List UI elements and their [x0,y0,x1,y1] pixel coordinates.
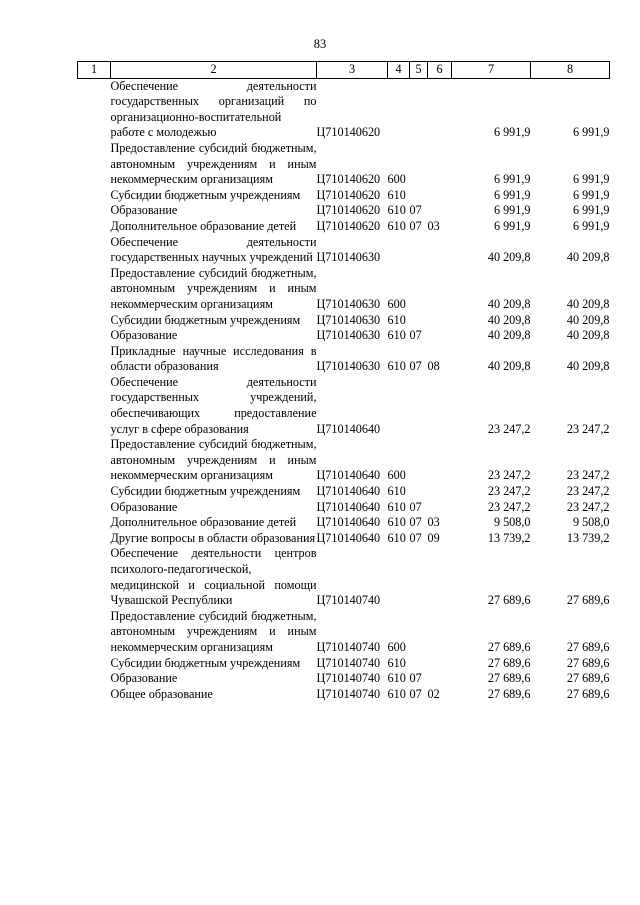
table-body [78,78,610,702]
row-code: Ц710140620 [316,218,381,233]
row-name: Обеспечение деятельности центров психолого-педагогической, медицинской и социальной помощи Чувашской Республики [110,546,317,608]
row-pr [428,656,452,672]
row-rz: 07 [409,499,422,514]
row-sum-2: 27 689,6 [566,639,610,654]
row-vr: 610 [387,499,406,514]
row-vr: 610 [387,203,406,218]
empty-cell [78,188,111,204]
row-code: Ц710140640 [316,484,381,499]
row-name: Предоставление субсидий бюджетным, автономным учреждениям и иным некоммерческим организациям [110,265,317,311]
row-code: Ц710140620 [316,187,381,202]
row-pr: 02 [427,686,440,701]
row-vr: 610 [387,484,406,499]
row-pr [428,484,452,500]
row-sum-2: 40 209,8 [566,250,610,265]
row-sum-1: 23 247,2 [487,499,531,514]
row-sum-2: 23 247,2 [566,421,610,436]
row-pr [428,375,452,437]
row-sum-2: 6 991,9 [572,172,610,187]
column-header: 3 [317,62,388,79]
row-name: Субсидии бюджетным учреждениям [110,655,301,670]
row-sum-2: 40 209,8 [566,328,610,343]
row-rz [410,609,428,656]
column-header: 1 [78,62,111,79]
table-row [78,437,610,484]
table-row [78,266,610,313]
row-name: Другие вопросы в области образования [110,530,316,545]
table-row [78,656,610,672]
column-header: 7 [452,62,531,79]
row-rz [410,188,428,204]
row-vr: 610 [387,515,406,530]
row-code: Ц710140630 [316,296,381,311]
page-number: 83 [313,37,327,51]
row-code: Ц710140620 [316,125,381,140]
row-vr: 610 [387,328,406,343]
budget-table [77,61,610,702]
row-pr: 08 [427,359,440,374]
table-row [78,546,610,608]
row-pr: 03 [427,218,440,233]
empty-cell [78,500,111,516]
empty-cell [78,515,111,531]
row-code: Ц710140640 [316,468,381,483]
row-rz [410,437,428,484]
row-sum-1: 27 689,6 [487,593,531,608]
row-pr [428,671,452,687]
row-rz [410,546,428,608]
empty-cell [78,235,111,266]
row-vr: 610 [387,359,406,374]
row-sum-2: 6 991,9 [572,125,610,140]
row-pr [428,266,452,313]
row-code: Ц710140740 [316,655,381,670]
row-name: Субсидии бюджетным учреждениям [110,187,301,202]
row-vr [388,375,410,437]
row-sum-1: 6 991,9 [493,172,531,187]
row-sum-2: 9 508,0 [572,515,610,530]
row-sum-1: 6 991,9 [493,125,531,140]
row-sum-2: 6 991,9 [572,187,610,202]
row-rz [410,141,428,188]
row-sum-2: 40 209,8 [566,296,610,311]
row-name: Обеспечение деятельности государственных научных учреждений [110,234,317,265]
row-code: Ц710140620 [316,203,381,218]
row-sum-2: 40 209,8 [566,312,610,327]
row-rz [410,656,428,672]
row-code: Ц710140630 [316,328,381,343]
row-name: Образование [110,671,178,686]
table-row [78,203,610,219]
table-row [78,531,610,547]
row-rz: 07 [409,359,422,374]
table-row [78,375,610,437]
row-code: Ц710140640 [316,499,381,514]
row-pr [428,500,452,516]
row-rz [410,266,428,313]
row-rz: 07 [409,530,422,545]
table-row [78,687,610,703]
row-sum-2: 6 991,9 [572,203,610,218]
row-code: Ц710140640 [316,421,381,436]
empty-cell [78,375,111,437]
empty-cell [78,671,111,687]
row-name: Обеспечение деятельности государственных учреждений, обеспечивающих предоставление услуг в сфере образования [110,374,317,436]
row-vr: 600 [387,172,406,187]
row-vr [388,78,410,141]
row-sum-2: 27 689,6 [566,593,610,608]
row-code: Ц710140640 [316,515,381,530]
row-vr: 610 [387,187,406,202]
row-name: Образование [110,328,178,343]
row-rz: 07 [409,671,422,686]
row-pr [428,313,452,329]
row-sum-2: 40 209,8 [566,359,610,374]
row-name: Образование [110,499,178,514]
column-header: 8 [531,62,610,79]
table-row [78,671,610,687]
row-vr [388,235,410,266]
table-header-row [78,62,610,79]
row-sum-1: 27 689,6 [487,671,531,686]
row-sum-1: 23 247,2 [487,484,531,499]
row-name: Прикладные научные исследования в области образования [110,343,317,374]
empty-cell [78,484,111,500]
row-pr: 03 [427,515,440,530]
row-name: Дополнительное образование детей [110,218,297,233]
row-rz: 07 [409,328,422,343]
empty-cell [78,313,111,329]
table-row [78,344,610,375]
table-row [78,313,610,329]
row-sum-1: 27 689,6 [487,655,531,670]
row-pr [428,141,452,188]
row-pr [428,78,452,141]
row-sum-1: 23 247,2 [487,421,531,436]
row-sum-1: 27 689,6 [487,686,531,701]
table-row [78,219,610,235]
empty-cell [78,546,111,608]
table-row [78,328,610,344]
row-name: Предоставление субсидий бюджетным, автономным учреждениям и иным некоммерческим организациям [110,437,317,483]
row-sum-1: 23 247,2 [487,468,531,483]
table-row [78,78,610,141]
row-code: Ц710140620 [316,172,381,187]
row-name: Дополнительное образование детей [110,515,297,530]
row-vr: 600 [387,296,406,311]
row-vr: 610 [387,312,406,327]
row-pr [428,328,452,344]
row-rz [410,313,428,329]
column-header: 2 [111,62,317,79]
row-name: Образование [110,203,178,218]
row-code: Ц710140630 [316,250,381,265]
row-pr [428,203,452,219]
empty-cell [78,219,111,235]
table-row [78,188,610,204]
row-rz [410,375,428,437]
row-vr: 610 [387,671,406,686]
row-name: Субсидии бюджетным учреждениям [110,312,301,327]
row-name: Обеспечение деятельности государственных организаций по организационно-воспитательной работе с молодежью [110,78,317,140]
row-sum-1: 40 209,8 [487,359,531,374]
row-sum-1: 6 991,9 [493,203,531,218]
row-code: Ц710140740 [316,639,381,654]
row-sum-2: 27 689,6 [566,655,610,670]
empty-cell [78,141,111,188]
empty-cell [78,78,111,141]
table-row [78,609,610,656]
row-sum-2: 13 739,2 [566,530,610,545]
row-sum-1: 40 209,8 [487,250,531,265]
row-rz [410,78,428,141]
empty-cell [78,203,111,219]
column-header: 4 [388,62,410,79]
row-code: Ц710140740 [316,671,381,686]
row-code: Ц710140630 [316,312,381,327]
row-sum-2: 27 689,6 [566,671,610,686]
row-code: Ц710140740 [316,686,381,701]
row-pr [428,188,452,204]
row-pr: 09 [427,530,440,545]
row-sum-1: 9 508,0 [493,515,531,530]
row-vr: 610 [387,530,406,545]
empty-cell [78,687,111,703]
row-name: Предоставление субсидий бюджетным, автономным учреждениям и иным некоммерческим организациям [110,140,317,187]
row-sum-1: 6 991,9 [493,187,531,202]
row-sum-2: 23 247,2 [566,468,610,483]
row-sum-2: 27 689,6 [566,686,610,701]
row-sum-1: 27 689,6 [487,639,531,654]
row-vr: 610 [387,655,406,670]
row-vr: 610 [387,686,406,701]
row-sum-1: 40 209,8 [487,328,531,343]
row-sum-2: 6 991,9 [572,218,610,233]
row-rz: 07 [409,203,422,218]
table-row [78,141,610,188]
row-name: Субсидии бюджетным учреждениям [110,484,301,499]
row-sum-1: 13 739,2 [487,530,531,545]
empty-cell [78,656,111,672]
row-rz [410,484,428,500]
row-rz: 07 [409,686,422,701]
row-rz [410,235,428,266]
empty-cell [78,609,111,656]
row-rz: 07 [409,218,422,233]
table-row [78,484,610,500]
row-code: Ц710140640 [316,530,381,545]
row-name: Общее образование [110,686,213,701]
row-sum-1: 6 991,9 [493,218,531,233]
table-row [78,235,610,266]
row-pr [428,546,452,608]
column-header: 6 [428,62,452,79]
row-pr [428,609,452,656]
empty-cell [78,328,111,344]
table-row [78,500,610,516]
row-vr: 600 [387,639,406,654]
empty-cell [78,266,111,313]
row-pr [428,235,452,266]
row-sum-2: 23 247,2 [566,499,610,514]
empty-cell [78,531,111,547]
row-name: Предоставление субсидий бюджетным, автономным учреждениям и иным некоммерческим организациям [110,608,317,654]
row-pr [428,437,452,484]
row-vr [388,546,410,608]
row-rz: 07 [409,515,422,530]
table-row [78,515,610,531]
empty-cell [78,437,111,484]
column-header: 5 [410,62,428,79]
row-code: Ц710140740 [316,593,381,608]
row-code: Ц710140630 [316,359,381,374]
empty-cell [78,344,111,375]
row-vr: 610 [387,218,406,233]
row-sum-1: 40 209,8 [487,296,531,311]
row-sum-2: 23 247,2 [566,484,610,499]
row-vr: 600 [387,468,406,483]
row-sum-1: 40 209,8 [487,312,531,327]
